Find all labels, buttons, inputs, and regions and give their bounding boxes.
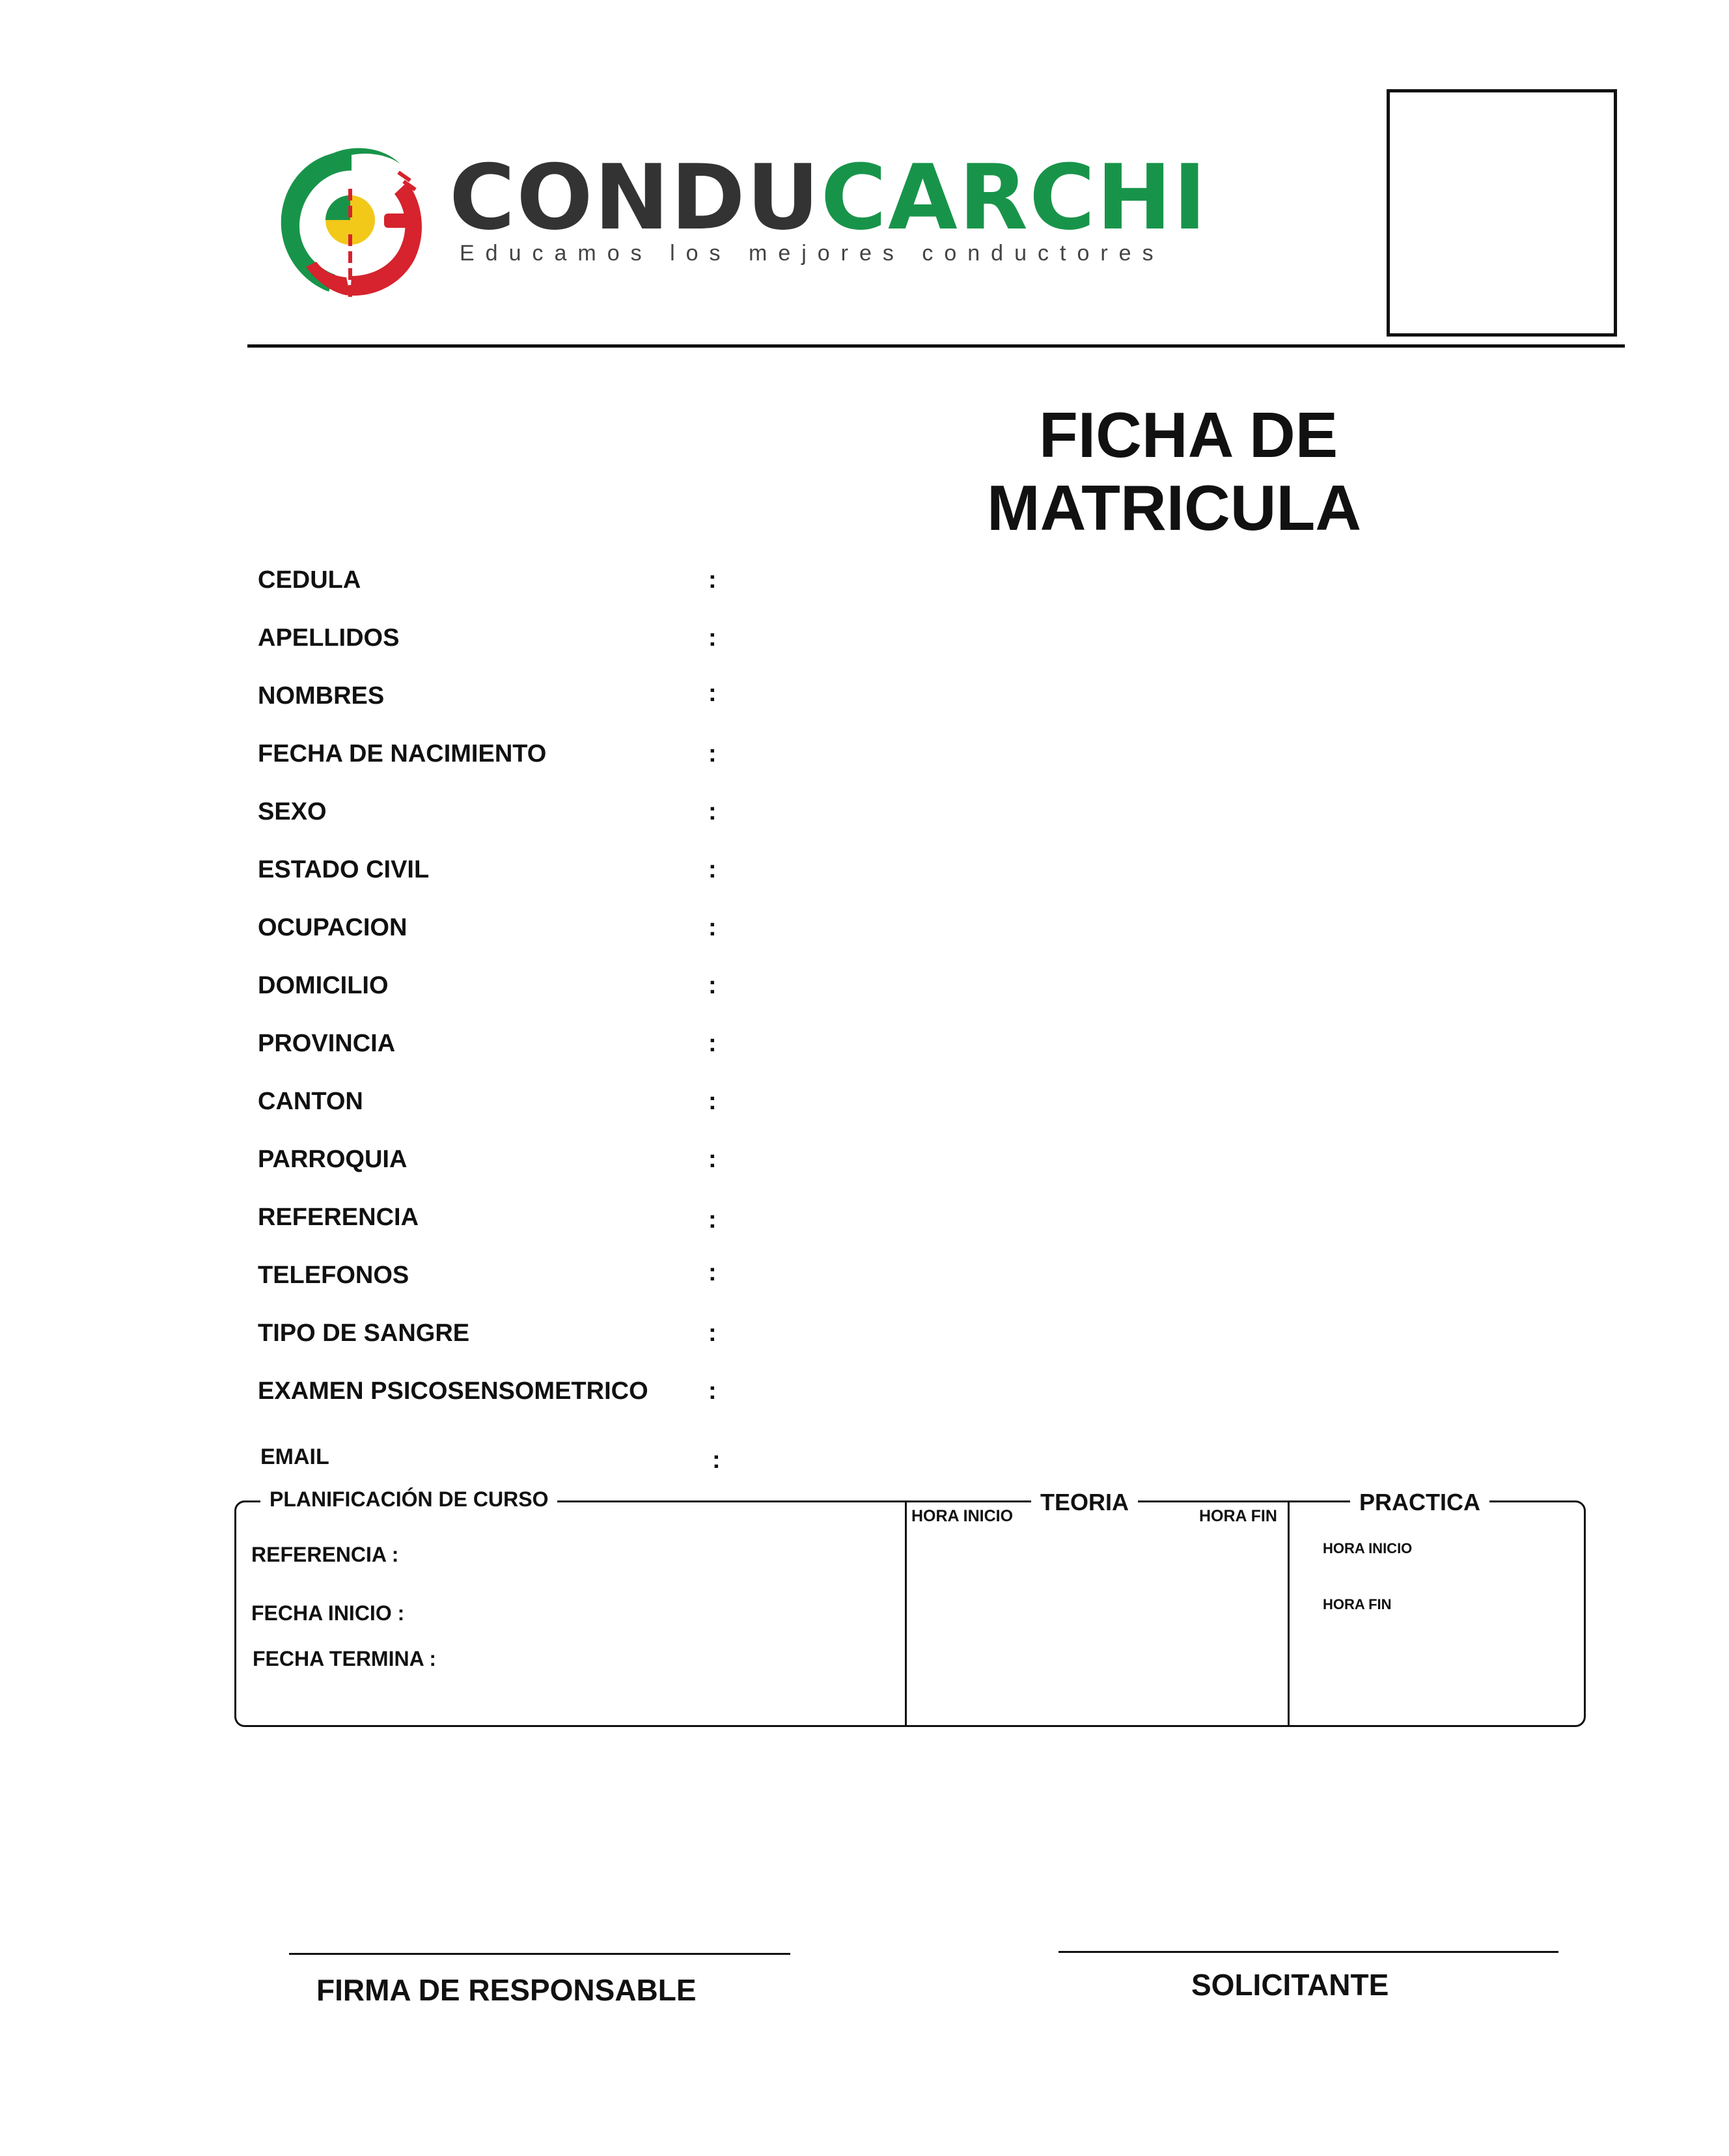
brand-name-green: CARCHI <box>820 145 1208 250</box>
field-colon: : <box>712 1446 721 1474</box>
field-label-tipo-sangre: TIPO DE SANGRE <box>258 1320 470 1347</box>
teoria-divider <box>905 1500 907 1725</box>
field-label-canton: CANTON <box>258 1088 363 1115</box>
field-label-cedula: CEDULA <box>258 566 361 594</box>
field-label-parroquia: PARROQUIA <box>258 1146 408 1173</box>
field-colon: : <box>708 1320 717 1347</box>
field-label-telefonos: TELEFONOS <box>258 1262 409 1289</box>
signature-line-right <box>1058 1951 1558 1953</box>
field-colon: : <box>708 740 717 767</box>
field-label-estado-civil: ESTADO CIVIL <box>258 856 430 883</box>
planning-fecha-inicio-label: FECHA INICIO : <box>251 1601 405 1625</box>
field-colon: : <box>708 914 717 941</box>
signature-label-solicitante: SOLICITANTE <box>1191 1968 1389 2002</box>
field-label-ocupacion: OCUPACION <box>258 914 408 941</box>
field-label-domicilio: DOMICILIO <box>258 972 389 999</box>
page-title-line1: FICHA DE <box>1039 399 1338 471</box>
teoria-legend: TEORIA <box>1031 1489 1138 1516</box>
practica-legend: PRACTICA <box>1350 1489 1489 1516</box>
planning-referencia-label: REFERENCIA : <box>251 1543 399 1566</box>
field-label-nombres: NOMBRES <box>258 682 385 710</box>
field-label-apellidos: APELLIDOS <box>258 624 400 652</box>
field-colon: : <box>708 1259 717 1286</box>
field-label-provincia: PROVINCIA <box>258 1030 396 1057</box>
page-title-line2: MATRICULA <box>987 472 1362 544</box>
field-colon: : <box>708 1206 717 1234</box>
planning-legend: PLANIFICACIÓN DE CURSO <box>260 1487 557 1512</box>
field-colon: : <box>708 972 717 999</box>
course-planning-box <box>234 1500 1586 1727</box>
teoria-hora-inicio-label: HORA INICIO <box>911 1507 1014 1525</box>
field-colon: : <box>708 1030 717 1057</box>
teoria-hora-fin-label: HORA FIN <box>1199 1507 1277 1525</box>
field-colon: : <box>708 680 717 707</box>
brand-tagline: Educamos los mejores conductores <box>460 241 1165 266</box>
brand-name <box>449 145 1208 250</box>
field-colon: : <box>708 798 717 825</box>
brand-name-dark: CONDU <box>449 145 821 250</box>
practica-divider <box>1288 1500 1290 1725</box>
signature-line-left <box>289 1953 790 1955</box>
practica-hora-fin-label: HORA FIN <box>1323 1596 1392 1612</box>
field-colon: : <box>708 624 717 652</box>
field-colon: : <box>708 1146 717 1173</box>
signature-label-responsable: FIRMA DE RESPONSABLE <box>316 1973 697 2007</box>
planning-fecha-termina-label: FECHA TERMINA : <box>253 1647 437 1670</box>
page-title <box>987 398 1362 544</box>
field-colon: : <box>708 566 717 594</box>
field-label-sexo: SEXO <box>258 798 327 825</box>
field-label-examen-psicosensometrico: EXAMEN PSICOSENSOMETRICO <box>258 1377 648 1405</box>
field-colon: : <box>708 1088 717 1115</box>
field-label-email: EMAIL <box>260 1444 329 1469</box>
practica-hora-inicio-label: HORA INICIO <box>1323 1540 1413 1556</box>
field-label-referencia: REFERENCIA <box>258 1204 419 1231</box>
photo-box <box>1387 89 1617 337</box>
header-divider <box>247 344 1625 348</box>
field-colon: : <box>708 1377 717 1405</box>
field-colon: : <box>708 856 717 883</box>
field-label-fecha-nacimiento: FECHA DE NACIMIENTO <box>258 740 547 767</box>
conducarchi-logo-icon <box>267 137 436 306</box>
